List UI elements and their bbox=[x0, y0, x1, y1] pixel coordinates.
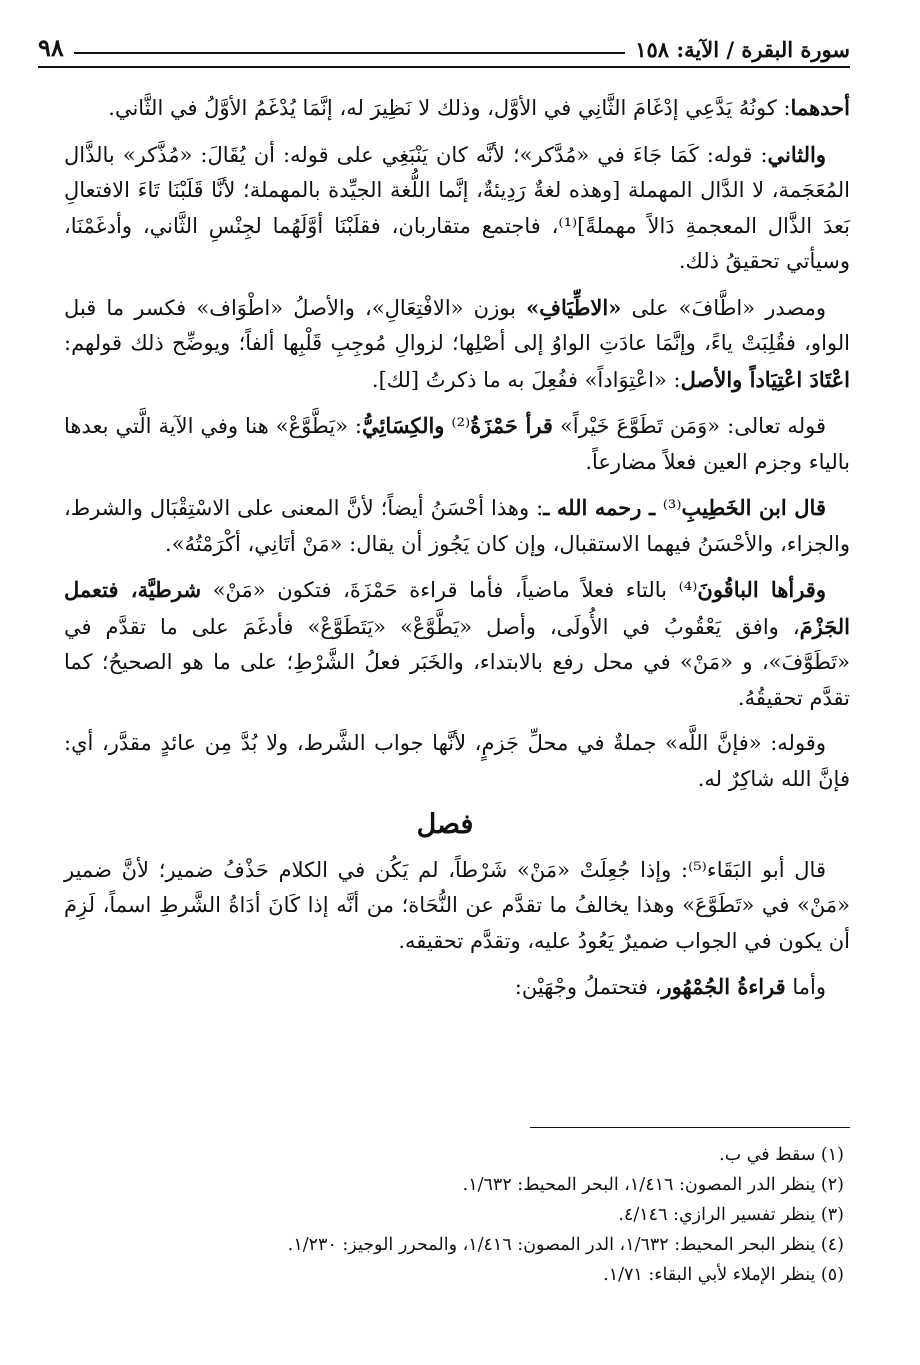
page-number: ٩٨ bbox=[38, 33, 64, 62]
paragraph-2 bbox=[64, 137, 850, 280]
paragraph-6-mid: ⁽⁴⁾ بالتاء فعلاً ماضياً، فأما قراءة حَمْزَةَ، فتكون «مَنْ» bbox=[201, 578, 698, 602]
paragraph-3-post: : «اعْتِوَاداً» ففُعِلَ به ما ذكرتُ [لك]. bbox=[371, 367, 681, 392]
footnote-separator bbox=[530, 1127, 850, 1128]
paragraph-5-text: : وهذا أحْسَنُ أيضاً؛ لأنَّ المعنى على الاسْتِقْبَال والشرط، والجزاء، والأحْسَنُ فيهما الاستقبال، وإن كان يَجُوز أن يقال: «مَنْ أتَانِي، أكْرَمْتُهُ». bbox=[64, 496, 850, 556]
paragraph-9 bbox=[64, 969, 850, 1006]
page-header bbox=[38, 28, 850, 62]
paragraph-9-pre: وأما bbox=[785, 975, 826, 999]
footnotes bbox=[64, 1127, 850, 1290]
paragraph-1-text: : كونُهُ يَدَّعِي إدْغَامَ الثَّانِي في الأوَّل، وذلك لا نَظِيرَ له، إنَّمَا يُدْغَمُ الأوَّلُ في الثَّاني. bbox=[108, 96, 791, 120]
footnote-4: (٤) ينظر البحر المحيط: ١/٦٣٢، الدر المصون: ١/٤١٦، والمحرر الوجيز: ١/٢٣٠. bbox=[287, 1235, 844, 1255]
header-rule bbox=[74, 52, 625, 54]
running-title: سورة البقرة / الآية: ١٥٨ bbox=[635, 37, 850, 62]
footnote-3: (٣) ينظر تفسير الرازي: ٤/١٤٦. bbox=[618, 1205, 844, 1225]
paragraph-3-mid: بوزن «الافْتِعَالِ»، والأصلُ «اطْوَاف» فكسر ما قبل الواو، فقُلِبَتْ ياءً، وإنَّمَا عادَتِ الواوُ إلى أصْلِها؛ لزوالِ مُوجِبِ قَلْبِها ألفاً؛ ويوضِّح ذلك قولهم: bbox=[64, 295, 850, 355]
paragraph-7 bbox=[64, 726, 850, 797]
main-text bbox=[64, 90, 850, 1016]
paragraph-3-pre: ومصدر «اطَّافَ» على bbox=[621, 295, 826, 320]
paragraph-7-text: وقوله: «فإنَّ اللَّه» جملةٌ في محلِّ جَزمٍ، لأنَّها جواب الشَّرط، ولا بُدَّ مِن عائدٍ مقدَّر، أي: فإنَّ الله شاكِرٌ له. bbox=[64, 731, 850, 791]
paragraph-4-bold-2: والكِسَائِيُّ bbox=[362, 413, 445, 438]
paragraph-4-bold-1: قرأ حَمْزَةُ bbox=[470, 413, 553, 438]
section-title: فصل bbox=[416, 809, 474, 840]
paragraph-5 bbox=[64, 490, 850, 562]
paragraph-1 bbox=[64, 90, 850, 127]
paragraph-8 bbox=[64, 853, 850, 960]
paragraph-1-lead: أحدهما bbox=[790, 95, 850, 120]
paragraph-3 bbox=[64, 290, 850, 399]
footnote-2: (٢) ينظر الدر المصون: ١/٤١٦، البحر المحيط: ١/٦٣٢. bbox=[462, 1175, 844, 1195]
paragraph-5-lead-2: ـ رحمه الله ـ bbox=[543, 495, 663, 520]
paragraph-6-post: ، وافق يَعْقُوبُ في الأُولَى، وأصل «يَطَّوَّعْ» «يَتَطَوَّعْ» فأدغَمَ على ما تقدَّم في «تَطَوَّفَ»، و «مَنْ» في محل رفع بالابتداء، والخَبَر فعلُ الشَّرْطِ؛ على ما هو الصحيحُ؛ كما تقدَّم تحقيقُهُ. bbox=[64, 614, 850, 710]
paragraph-2-lead: والثاني bbox=[767, 141, 826, 167]
paragraph-4 bbox=[64, 408, 850, 480]
header-underline bbox=[38, 66, 850, 68]
paragraph-6-bold-1: شرطيَّة، فتعمل الجَزْمَ bbox=[64, 577, 850, 639]
paragraph-6-lead: وقرأها الباقُونَ bbox=[697, 577, 826, 602]
paragraph-6 bbox=[64, 572, 850, 716]
paragraph-4-pre: قوله تعالى: «وَمَن تَطَوَّعَ خَيْراً» bbox=[552, 414, 826, 438]
paragraph-9-post: ، فتحتملُ وجْهَيْن: bbox=[514, 975, 662, 999]
paragraph-5-footnote-ref: ⁽³⁾ bbox=[662, 496, 682, 520]
paragraph-3-bold-1: «الاطِّيَافِ» bbox=[526, 294, 622, 320]
paragraph-3-bold-2: اعْتَادَ اعْتِيَاداً والأصل bbox=[680, 366, 850, 392]
paragraph-4-post: : «يَطَّوَّعْ» هنا وفي الآية الَّتي بعدها بالياء وجزم العين فعلاً مضارعاً. bbox=[64, 414, 850, 474]
footnote-1: (١) سقط في ب. bbox=[719, 1145, 844, 1165]
paragraph-8-text: قال أبو البَقَاء⁽⁵⁾: وإذا جُعِلَتْ «مَنْ» شَرْطاً، لم يَكُن في الكلام حَذْفُ ضمير؛ لأنَّ ضمير «مَنْ» في «تَطَوَّعَ» وهذا يخالفُ ما تقدَّم عن النُّحَاة؛ من أنَّه إذا كَانَ أدَاةُ الشَّرطِ اسماً، لَزِمَ أن يكون في الجواب ضميرٌ يَعُودُ عليه، وتقدَّم تحقيقه. bbox=[64, 857, 850, 953]
paragraph-9-bold-1: قراءةُ الجُمْهُور bbox=[661, 974, 786, 999]
footnote-5: (٥) ينظر الإملاء لأبي البقاء: ١/٧١. bbox=[603, 1265, 844, 1285]
paragraph-5-lead: قال ابن الخَطِيبِ bbox=[681, 495, 826, 520]
paragraph-2-text: : قوله: كَمَا جَاءَ في «مُدَّكر»؛ لأنَّه كان يَنْبَغِي على قوله: أن يُقَالَ: «مُذَّكر» بالذَّال المُعَجَمة، لا الدَّال المهملة [وهذه لغةٌ رَدِيئةٌ، إنَّما اللُّغة الجيِّدة بالمهملة؛ لأنَّا قَلَبْنَا تَاءَ الافتعالِ بَعدَ الذَّال المعجمةِ دَالاً مهملةً]⁽¹⁾، فاجتمع متقاربان، فقلَبْنَا أوَّلَهُما لجِنْسِ الثَّاني، وأدغَمْنَا، وسيأتي تحقيقُ ذلك. bbox=[64, 142, 850, 273]
paragraph-4-mid: ⁽²⁾ bbox=[444, 414, 471, 438]
